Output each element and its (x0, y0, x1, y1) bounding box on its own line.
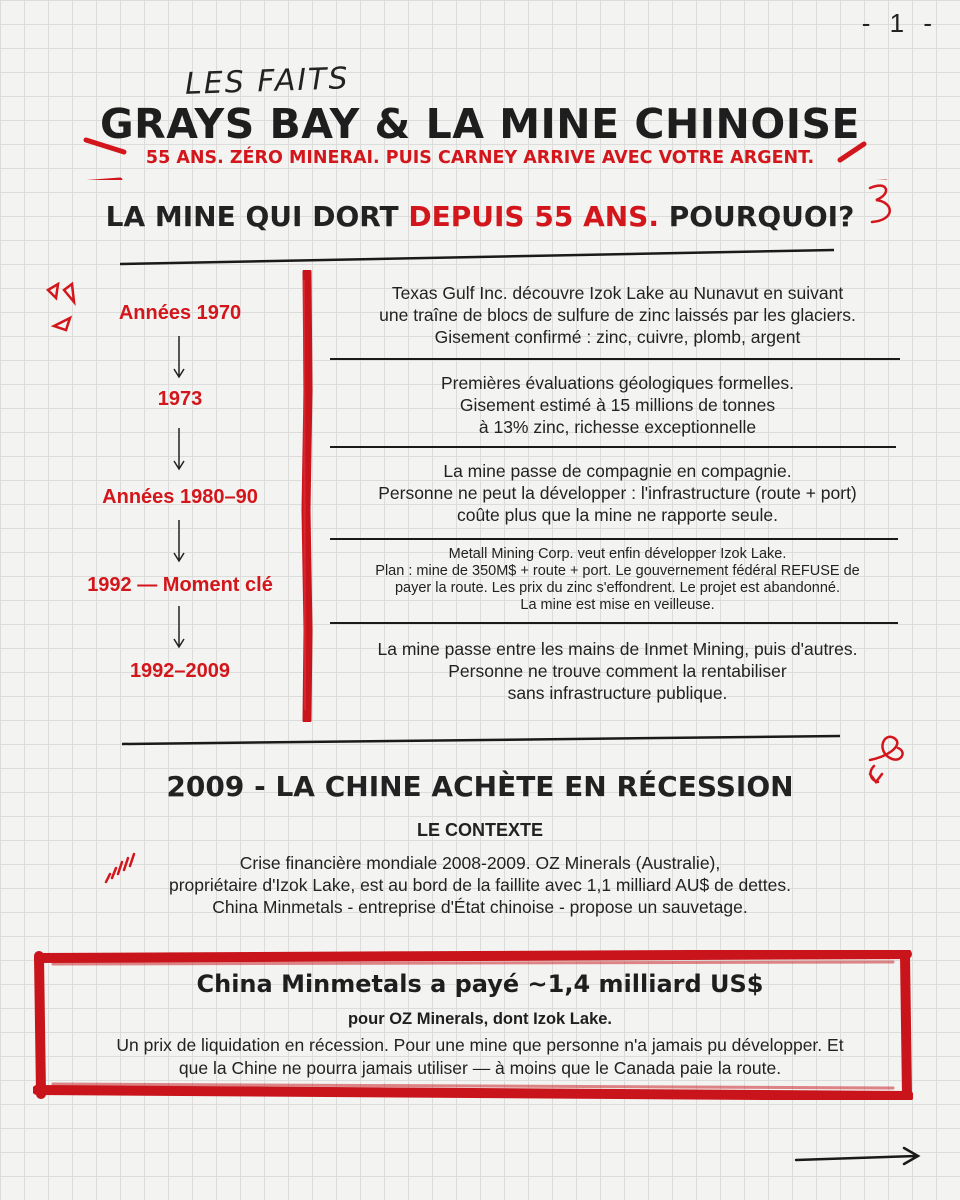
timeline-entry-1980-90 (335, 460, 900, 526)
section-title-china: 2009 - LA CHINE ACHÈTE EN RÉCESSION (166, 770, 794, 803)
timeline-entry-1970 (335, 282, 900, 348)
context-line: China Minmetals - entreprise d'État chinoise - propose un sauvetage. (212, 897, 748, 917)
page-subtitle: 55 ANS. ZÉRO MINERAI. PUIS CARNEY ARRIVE AVEC VOTRE ARGENT. (145, 148, 815, 168)
page-title: GRAYS BAY & LA MINE CHINOISE (100, 100, 860, 148)
callout-line: que la Chine ne pourra jamais utiliser — à moins que le Canada paie la route. (178, 1058, 782, 1078)
entry-line: coûte plus que la mine ne rapporte seule. (456, 505, 779, 525)
arrow-down-icon (170, 520, 188, 564)
entry-line: Texas Gulf Inc. découvre Izok Lake au Nunavut en suivant (391, 283, 844, 303)
timeline-year-1970: Années 1970 (118, 302, 242, 324)
callout-text (50, 1034, 910, 1080)
timeline-red-stroke (296, 270, 318, 722)
entry-line: La mine est mise en veilleuse. (520, 597, 715, 613)
timeline-year-1980-90: Années 1980–90 (102, 486, 258, 508)
entry-divider (330, 538, 898, 540)
context-paragraph (100, 852, 860, 918)
entry-line: Gisement estimé à 15 millions de tonnes (459, 395, 776, 415)
callout-subtitle: pour OZ Minerals, dont Izok Lake. (347, 1010, 613, 1028)
section-divider (120, 728, 844, 752)
entry-line: sans infrastructure publique. (507, 683, 728, 703)
timeline-entry-1992-2009 (335, 638, 900, 704)
section-title-post: POURQUOI? (658, 200, 855, 233)
entry-line: Plan : mine de 350M$ + route + port. Le gouvernement fédéral REFUSE de (375, 563, 860, 579)
page-number: - 1 - (861, 8, 938, 38)
entry-line: Metall Mining Corp. veut enfin développer Izok Lake. (448, 546, 787, 562)
arrow-down-icon (170, 428, 188, 472)
entry-line: La mine passe de compagnie en compagnie. (443, 461, 792, 481)
entry-divider (330, 622, 898, 624)
entry-line: à 13% zinc, richesse exceptionnelle (478, 417, 757, 437)
section-title-highlight: DEPUIS 55 ANS. (408, 200, 659, 233)
entry-divider (330, 358, 900, 360)
arrow-down-icon (170, 336, 188, 380)
context-line: propriétaire d'Izok Lake, est au bord de la faillite avec 1,1 milliard AU$ de dettes. (168, 875, 792, 895)
arrow-right-icon[interactable] (794, 1144, 924, 1170)
title-underline-icon (122, 116, 138, 138)
timeline-year-1973: 1973 (157, 388, 203, 410)
context-line: Crise financière mondiale 2008-2009. OZ Minerals (Australie), (239, 853, 721, 873)
callout-line: Un prix de liquidation en récession. Pour une mine que personne n'a jamais pu développer. Et (116, 1035, 844, 1055)
timeline-year-1992: 1992 — Moment clé (87, 574, 273, 596)
entry-line: Personne ne peut la développer : l'infrastructure (route + port) (378, 483, 857, 503)
timeline-year-1992-2009: 1992–2009 (129, 660, 231, 682)
entry-line: une traîne de blocs de sulfure de zinc laissés par les glaciers. (379, 305, 856, 325)
callout-title: China Minmetals a payé ~1,4 milliard US$ (196, 970, 764, 998)
entry-line: Personne ne trouve comment la rentabiliser (448, 661, 787, 681)
section-title-mine (0, 200, 960, 233)
entry-line: Premières évaluations géologiques formelles. (440, 373, 795, 393)
section-title-pre: LA MINE QUI DORT (105, 200, 409, 233)
entry-line: payer la route. Les prix du zinc s'effondrent. Le projet est abandonné. (394, 580, 841, 596)
section-divider (118, 244, 838, 268)
entry-line: La mine passe entre les mains de Inmet Mining, puis d'autres. (377, 639, 858, 659)
timeline-entry-1992 (335, 546, 900, 614)
header-kicker: LES FAITS (184, 61, 351, 102)
arrow-down-icon (170, 606, 188, 650)
scribble-3-icon (862, 180, 902, 230)
entry-line: Gisement confirmé : zinc, cuivre, plomb, argent (434, 327, 801, 347)
section-subtitle-context: LE CONTEXTE (416, 820, 543, 840)
entry-divider (330, 446, 896, 448)
timeline-entry-1973 (335, 372, 900, 438)
